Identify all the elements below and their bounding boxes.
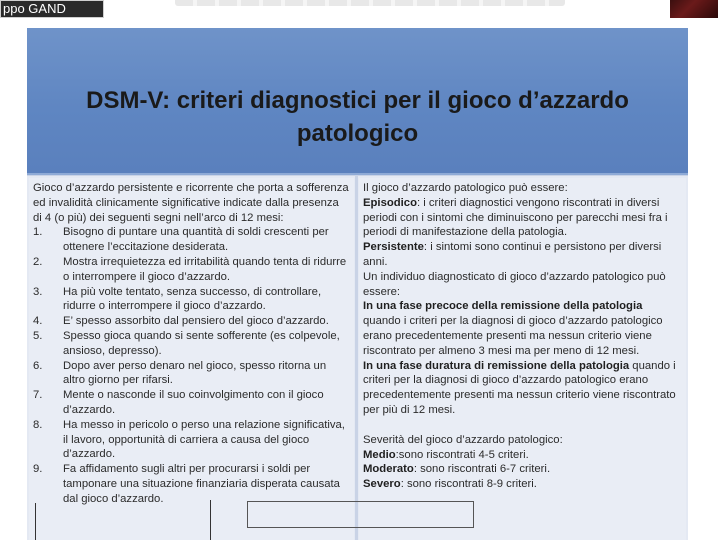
criterion-item [33, 329, 350, 359]
severity-severe-text: : sono riscontrati 8-9 criteri. [400, 478, 537, 491]
criterion-item [33, 418, 350, 462]
severity-severe-label: Severo [363, 478, 401, 491]
cropped-header-text [175, 0, 565, 6]
early-remission-text: quando i criteri per la diagnosi di gioco d’azzardo patologico erano precedentemente presenti ma nessun criterio viene riscontrato per almeno 3 mesi ma per meno di 12 mesi. [363, 315, 663, 357]
sustained-remission-paragraph [363, 359, 682, 418]
criterion-item [33, 255, 350, 285]
criterion-number: 7. [33, 389, 43, 402]
criterion-item [33, 462, 350, 506]
sustained-remission-label: In una fase duratura di remissione della patologia [363, 359, 630, 372]
criterion-number: 4. [33, 315, 43, 328]
criterion-text: Bisogno di puntare una quantità di soldi crescenti per ottenere l’eccitazione desiderata. [63, 226, 329, 254]
annotation-box [247, 501, 474, 528]
title-band [27, 28, 688, 175]
episodic-paragraph [363, 196, 682, 240]
criterion-text: E’ spesso assorbito dal pensiero del gioco d’azzardo. [63, 315, 329, 328]
criterion-text: Mostra irrequietezza ed irritabilità quando tenta di ridurre o interrompere il gioco d’azzardo. [63, 255, 347, 283]
left-column [29, 178, 354, 540]
slide-title: DSM-V: criteri diagnostici per il gioco d’azzardo patologico [86, 87, 629, 147]
severity-moderate [363, 462, 682, 477]
column-divider [355, 176, 358, 540]
criterion-text: Ha più volte tentato, senza successo, di controllare, ridurre o interrompere il gioco d’azzardo. [63, 285, 322, 313]
severity-moderate-label: Moderato [363, 463, 414, 476]
criterion-number: 1. [33, 226, 43, 239]
criterion-text: Dopo aver perso denaro nel gioco, spesso ritorna un altro giorno per rifarsi. [63, 359, 327, 387]
spacer [363, 418, 682, 433]
severity-severe [363, 477, 682, 492]
left-intro: Gioco d’azzardo persistente e ricorrente che porta a sofferenza ed invalidità clinicamente significative indicate dalla presenza di 4 (o più) dei seguenti segni nell’arco di 12 mesi: [33, 182, 349, 224]
slide-panel [27, 28, 688, 540]
criteria-table [27, 176, 688, 540]
criterion-item [33, 359, 350, 389]
sustained-remission-text: quando i criteri per la diagnosi di gioco d’azzardo patologico erano precedentemente presenti ma nessun criterio viene riscontrato per più di 12 mesi. [363, 359, 676, 416]
early-remission-label: In una fase precoce della remissione della patologia [363, 300, 643, 313]
criterion-item [33, 225, 350, 255]
criterion-number: 5. [33, 329, 43, 342]
criterion-number: 8. [33, 418, 43, 431]
criterion-item [33, 314, 350, 329]
annotation-line [210, 500, 211, 540]
criterion-number: 6. [33, 359, 43, 372]
remission-intro: Un individuo diagnosticato di gioco d’azzardo patologico può essere: [363, 270, 666, 298]
severity-mild-text: :sono riscontrati 4-5 criteri. [395, 448, 529, 461]
criterion-item [33, 388, 350, 418]
corner-logo [670, 0, 718, 18]
criterion-text: Ha messo in pericolo o perso una relazione significativa, il lavoro, opportunità di carriera a causa del gioco d’azzardo. [63, 418, 345, 461]
episodic-text: : i criteri diagnostici vengono riscontrati in diversi periodi con i sintomi che diminuiscono per parecchi mesi fra i periodi di manifestazione della patologia. [363, 196, 668, 239]
criterion-number: 9. [33, 463, 43, 476]
top-strip [0, 0, 720, 22]
annotation-line [35, 503, 36, 540]
criterion-text: Mente o nasconde il suo coinvolgimento con il gioco d’azzardo. [63, 389, 324, 416]
group-label: ppo GAND [0, 0, 104, 18]
early-remission-paragraph [363, 299, 682, 358]
severity-intro: Severità del gioco d’azzardo patologico: [363, 433, 563, 446]
right-column [359, 178, 686, 540]
episodic-label: Episodico [363, 196, 417, 209]
severity-mild [363, 448, 682, 463]
criterion-text: Fa affidamento sugli altri per procurarsi i soldi per tamponare una situazione finanziaria disperata causata dal gioco d’azzardo. [63, 463, 340, 505]
severity-mild-label: Medio [363, 448, 396, 461]
criterion-item [33, 285, 350, 315]
right-intro: Il gioco d’azzardo patologico può essere: [363, 182, 568, 194]
criterion-text: Spesso gioca quando si sente sofferente (es colpevole, ansioso, depresso). [63, 329, 340, 357]
persistent-label: Persistente [363, 241, 424, 254]
persistent-paragraph [363, 240, 682, 270]
criterion-number: 2. [33, 255, 43, 268]
persistent-text: : i sintomi sono continui e persistono per diversi anni. [363, 241, 662, 268]
severity-moderate-text: : sono riscontrati 6-7 criteri. [413, 463, 551, 476]
criterion-number: 3. [33, 285, 43, 298]
